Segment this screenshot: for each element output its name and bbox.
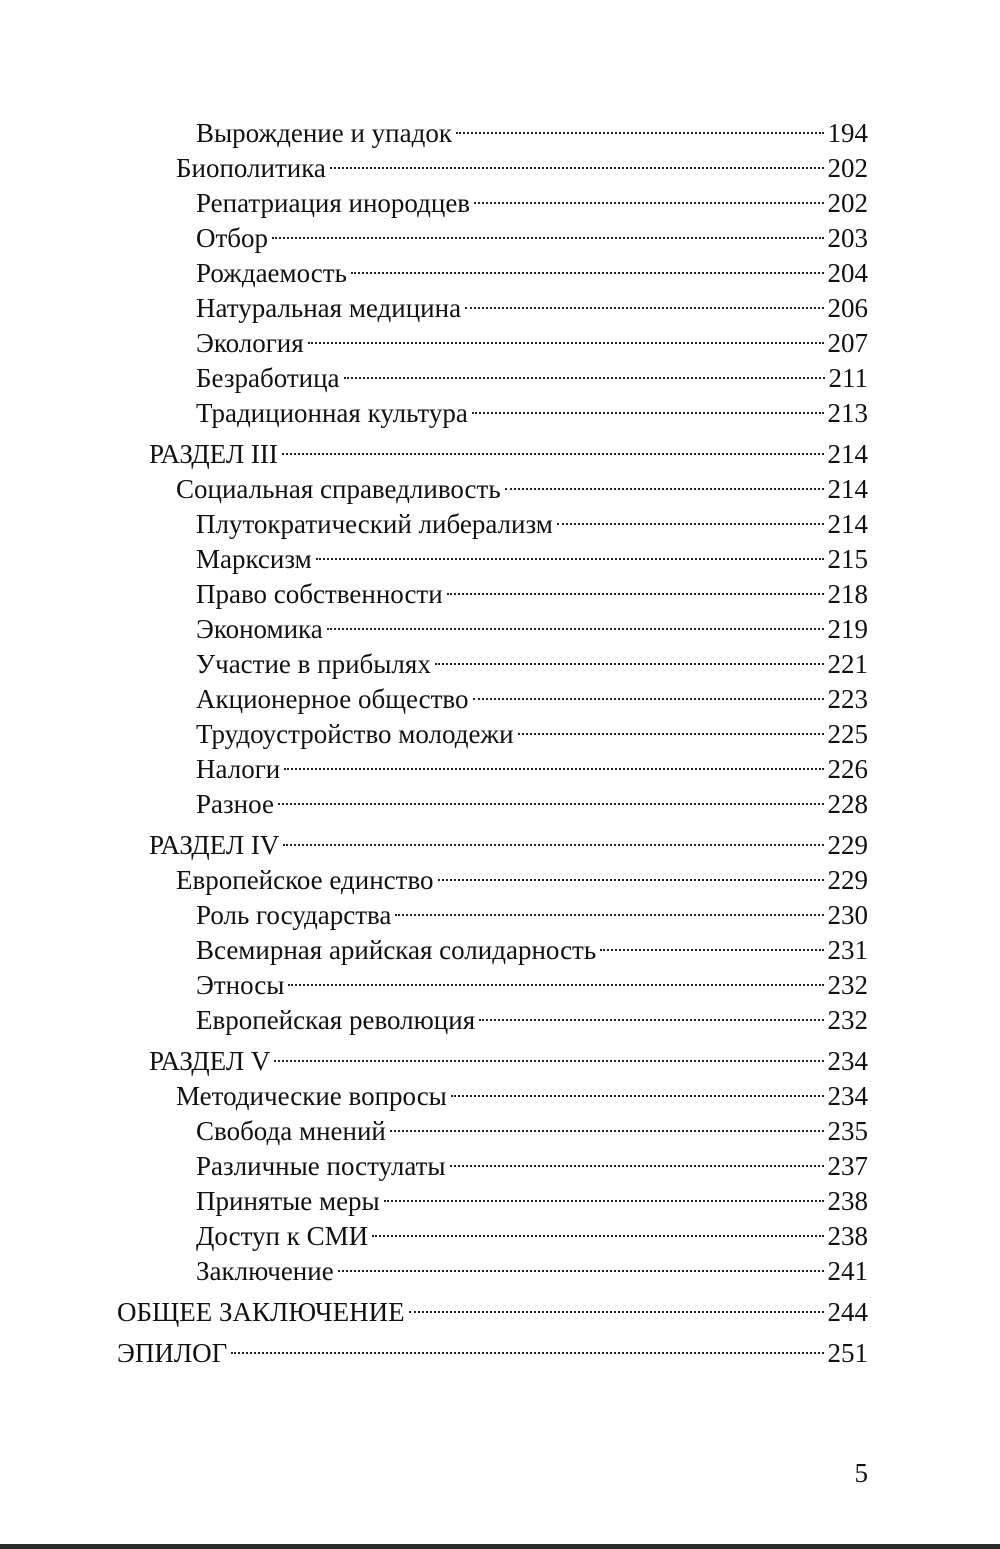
toc-entry bbox=[176, 464, 868, 504]
toc-entry bbox=[196, 569, 868, 609]
toc-entry-title: ОБЩЕЕ ЗАКЛЮЧЕНИЕ bbox=[117, 1297, 405, 1327]
toc-entry-page: 228 bbox=[827, 789, 868, 819]
toc-entry bbox=[196, 1106, 868, 1146]
toc-entry-title: Европейское единство bbox=[176, 865, 434, 895]
toc-dot-leader bbox=[282, 429, 824, 463]
toc-entry bbox=[196, 248, 868, 288]
toc-entry-page: 232 bbox=[827, 1005, 868, 1035]
toc-entry-page: 235 bbox=[827, 1116, 868, 1146]
toc-entry bbox=[196, 499, 868, 539]
toc-entry-title: Налоги bbox=[196, 754, 281, 784]
toc-dot-leader bbox=[327, 604, 824, 638]
toc-dot-leader bbox=[600, 925, 823, 959]
toc-entry bbox=[196, 709, 868, 749]
toc-entry-title: Разное bbox=[196, 789, 274, 819]
toc-entry-page: 207 bbox=[827, 328, 868, 358]
toc-entry-title: Всемирная арийская солидарность bbox=[196, 935, 597, 965]
toc-entry-title: Право собственности bbox=[196, 579, 443, 609]
toc-dot-leader bbox=[372, 1211, 823, 1245]
toc-entry-page: 194 bbox=[827, 118, 868, 148]
toc-dot-leader bbox=[465, 283, 823, 317]
toc-entry bbox=[196, 960, 868, 1000]
toc-entry bbox=[196, 283, 868, 323]
toc-entry-page: 203 bbox=[827, 223, 868, 253]
toc-dot-leader bbox=[316, 534, 824, 568]
toc-entry-page: 204 bbox=[827, 258, 868, 288]
toc-entry bbox=[196, 1246, 868, 1286]
toc-entry-title: Традиционная культура bbox=[196, 398, 468, 428]
toc-entry bbox=[196, 639, 868, 679]
toc-dot-leader bbox=[447, 569, 824, 603]
toc-dot-leader bbox=[518, 709, 824, 743]
toc-entry-title: РАЗДЕЛ IV bbox=[149, 830, 280, 860]
toc-entry bbox=[196, 318, 868, 358]
toc-entry-page: 226 bbox=[827, 754, 868, 784]
toc-entry-page: 213 bbox=[827, 398, 868, 428]
toc-entry bbox=[196, 744, 868, 784]
toc-entry bbox=[196, 779, 868, 819]
toc-entry-title: Экономика bbox=[196, 614, 323, 644]
toc-entry bbox=[196, 1141, 868, 1181]
toc-entry bbox=[196, 213, 868, 253]
toc-entry bbox=[176, 855, 868, 895]
toc-dot-leader bbox=[505, 464, 824, 498]
toc-entry-page: 229 bbox=[827, 865, 868, 895]
toc-dot-leader bbox=[231, 1328, 823, 1362]
toc-dot-leader bbox=[384, 1176, 824, 1210]
toc-dot-leader bbox=[338, 1246, 824, 1280]
toc-entry-page: 206 bbox=[827, 293, 868, 323]
toc-entry-page: 219 bbox=[827, 614, 868, 644]
toc-entry-title: Свобода мнений bbox=[196, 1116, 386, 1146]
toc-entry-page: 214 bbox=[827, 474, 868, 504]
toc-entry-title: Роль государства bbox=[196, 900, 392, 930]
toc-entry-title: Вырождение и упадок bbox=[196, 118, 452, 148]
toc-entry-title: Принятые меры bbox=[196, 1186, 380, 1216]
toc-entry bbox=[176, 1071, 868, 1111]
toc-entry-page: 238 bbox=[827, 1221, 868, 1251]
toc-dot-leader bbox=[272, 213, 823, 247]
toc-entry-page: 221 bbox=[827, 649, 868, 679]
toc-entry-page: 241 bbox=[827, 1256, 868, 1286]
toc-entry-page: 229 bbox=[827, 830, 868, 860]
toc-dot-leader bbox=[435, 639, 824, 673]
toc-dot-leader bbox=[288, 960, 823, 994]
toc-entry-title: Заключение bbox=[196, 1256, 334, 1286]
toc-entry-title: Репатриация инородцев bbox=[196, 188, 471, 218]
toc-entry bbox=[196, 604, 868, 644]
toc-dot-leader bbox=[472, 388, 824, 422]
toc-entry bbox=[196, 108, 868, 148]
toc-entry-page: 214 bbox=[827, 509, 868, 539]
toc-dot-leader bbox=[395, 890, 823, 924]
toc-entry bbox=[196, 925, 868, 965]
toc-entry-title: Рождаемость bbox=[196, 258, 347, 288]
toc-entry bbox=[117, 1328, 868, 1368]
toc-entry bbox=[176, 143, 868, 183]
toc-dot-leader bbox=[330, 143, 824, 177]
toc-entry bbox=[196, 388, 868, 428]
toc-dot-leader bbox=[284, 744, 823, 778]
toc-entry bbox=[196, 1211, 868, 1251]
toc-entry-title: Плутократический либерализм bbox=[196, 509, 553, 539]
page-number: 5 bbox=[854, 1458, 868, 1488]
toc-dot-leader bbox=[351, 248, 824, 282]
toc-dot-leader bbox=[438, 855, 824, 889]
toc-entry-page: 238 bbox=[827, 1186, 868, 1216]
toc-dot-leader bbox=[344, 353, 825, 387]
toc-entry-title: РАЗДЕЛ V bbox=[149, 1046, 271, 1076]
toc-entry-title: Экология bbox=[196, 328, 304, 358]
toc-entry bbox=[149, 1036, 868, 1076]
toc-dot-leader bbox=[557, 499, 824, 533]
toc-entry-title: Безработица bbox=[196, 363, 340, 393]
toc-entry-title: Отбор bbox=[196, 223, 269, 253]
toc-entry-title: Различные постулаты bbox=[196, 1151, 446, 1181]
toc-entry-page: 223 bbox=[827, 684, 868, 714]
toc-entry-page: 244 bbox=[827, 1297, 868, 1327]
toc-entry-page: 218 bbox=[827, 579, 868, 609]
toc-dot-leader bbox=[450, 1141, 824, 1175]
toc-entry-title: Доступ к СМИ bbox=[196, 1221, 369, 1251]
toc-entry-page: 225 bbox=[827, 719, 868, 749]
toc-entry-title: Европейская революция bbox=[196, 1005, 476, 1035]
toc-entry-title: Участие в прибылях bbox=[196, 649, 431, 679]
toc-entry-title: РАЗДЕЛ III bbox=[149, 439, 278, 469]
toc-dot-leader bbox=[409, 1287, 824, 1321]
toc-entry-title: Марксизм bbox=[196, 544, 312, 574]
toc-entry-page: 231 bbox=[827, 935, 868, 965]
toc-entry-page: 234 bbox=[827, 1081, 868, 1111]
toc-entry-title: Методические вопросы bbox=[176, 1081, 447, 1111]
toc-entry bbox=[149, 820, 868, 860]
toc-entry-title: Социальная справедливость bbox=[176, 474, 501, 504]
toc-entry bbox=[196, 995, 868, 1035]
toc-entry bbox=[196, 890, 868, 930]
toc-dot-leader bbox=[274, 1036, 823, 1070]
toc-entry-page: 234 bbox=[827, 1046, 868, 1076]
toc-entry-page: 251 bbox=[827, 1338, 868, 1368]
toc-dot-leader bbox=[278, 779, 824, 813]
toc-entry bbox=[196, 178, 868, 218]
toc-entry-title: Биополитика bbox=[176, 153, 326, 183]
toc-entry-page: 202 bbox=[827, 153, 868, 183]
toc-entry-page: 237 bbox=[827, 1151, 868, 1181]
toc-entry-title: ЭПИЛОГ bbox=[117, 1338, 228, 1368]
toc-entry-title: Этносы bbox=[196, 970, 285, 1000]
toc-entry-title: Трудоустройство молодежи bbox=[196, 719, 514, 749]
toc-entry bbox=[196, 1176, 868, 1216]
toc-entry-title: Акционерное общество bbox=[196, 684, 469, 714]
toc-entry bbox=[117, 1287, 868, 1327]
toc-entry-page: 211 bbox=[828, 363, 868, 393]
toc-entry-page: 215 bbox=[827, 544, 868, 574]
toc-entry-title: Натуральная медицина bbox=[196, 293, 462, 323]
bottom-border bbox=[0, 1544, 1000, 1549]
toc-dot-leader bbox=[308, 318, 824, 352]
toc-entry bbox=[196, 534, 868, 574]
toc-dot-leader bbox=[474, 178, 823, 212]
toc-dot-leader bbox=[473, 674, 824, 708]
toc-entry-page: 202 bbox=[827, 188, 868, 218]
toc-entry-page: 232 bbox=[827, 970, 868, 1000]
toc-dot-leader bbox=[390, 1106, 824, 1140]
toc-entry bbox=[149, 429, 868, 469]
toc-dot-leader bbox=[451, 1071, 824, 1105]
toc-entry bbox=[196, 674, 868, 714]
toc-dot-leader bbox=[283, 820, 823, 854]
toc-entry-page: 230 bbox=[827, 900, 868, 930]
toc-entry bbox=[196, 353, 868, 393]
toc-dot-leader bbox=[479, 995, 823, 1029]
toc-entry-page: 214 bbox=[827, 439, 868, 469]
toc-dot-leader bbox=[456, 108, 824, 142]
